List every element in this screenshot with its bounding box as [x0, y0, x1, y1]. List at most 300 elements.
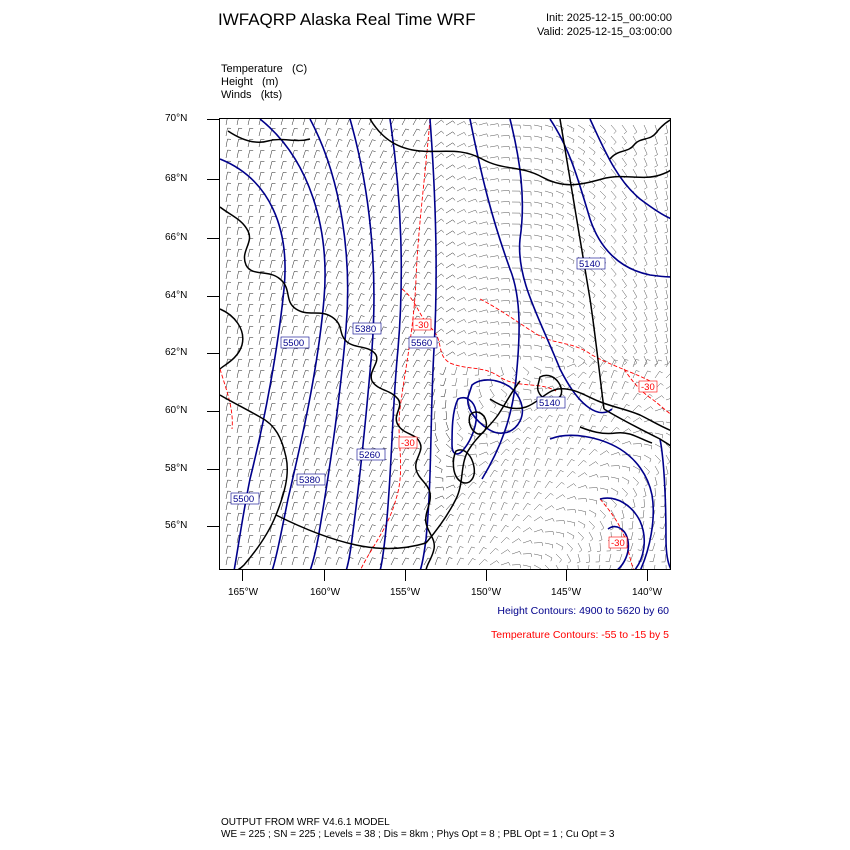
wind-barb-flag	[509, 322, 510, 325]
wind-barb-flag	[604, 307, 606, 310]
wind-barb-flag	[417, 547, 420, 548]
wind-barb	[556, 257, 563, 260]
wind-barb	[402, 151, 406, 158]
temperature-label	[639, 381, 657, 393]
wind-barb-flag	[406, 514, 409, 515]
wind-barb-flag	[634, 286, 637, 288]
wind-barb	[413, 393, 417, 400]
wind-barb	[248, 425, 250, 433]
wind-barb-flag	[383, 162, 386, 163]
wind-barb	[358, 437, 361, 444]
wind-barb	[347, 393, 350, 400]
wind-barb-flag	[563, 161, 564, 164]
wind-barb	[523, 389, 531, 390]
wind-barb-flag	[473, 558, 476, 560]
wind-barb	[292, 425, 294, 433]
wind-barb-flag	[428, 272, 431, 273]
wind-barb	[534, 378, 542, 379]
wind-barb	[545, 290, 553, 292]
wind-barb	[545, 356, 553, 358]
wind-barb-flag	[552, 138, 553, 142]
wind-barb-flag	[428, 294, 431, 295]
wind-barb	[413, 195, 417, 202]
wind-barb	[578, 565, 579, 570]
wind-barb	[303, 370, 306, 378]
wind-barb	[270, 392, 272, 400]
wind-barb	[644, 488, 646, 496]
wind-barb-flag	[317, 194, 320, 195]
wind-barb-flag	[476, 309, 478, 312]
wind-barb	[490, 245, 498, 246]
wind-barb	[424, 129, 428, 136]
wind-barb	[545, 532, 553, 533]
wind-barb	[336, 119, 339, 125]
wind-barb	[457, 352, 464, 356]
wind-barb	[270, 469, 272, 477]
wind-barb	[611, 488, 618, 492]
coastline	[469, 412, 486, 434]
wind-barb	[303, 359, 306, 367]
wind-barb	[468, 514, 471, 522]
wind-barb	[347, 382, 350, 389]
wind-barb	[611, 334, 616, 340]
coastline	[220, 395, 287, 570]
wind-barb-flag	[383, 327, 386, 328]
wind-barb	[380, 492, 383, 499]
wind-barb	[402, 316, 406, 323]
wind-barb	[490, 514, 493, 521]
wind-barb	[556, 334, 563, 337]
wind-barb-flag	[665, 188, 668, 189]
wind-barb-flag	[339, 129, 342, 130]
wind-barb	[358, 184, 361, 191]
wind-barb-flag	[361, 129, 364, 130]
wind-barb-flag	[428, 228, 431, 229]
wind-barb	[402, 514, 406, 521]
wind-barb-flag	[328, 129, 332, 130]
height-label	[297, 474, 325, 486]
wind-barb-flag	[615, 505, 617, 508]
wind-barb-flag	[487, 167, 488, 170]
wind-barb-flag	[328, 404, 332, 405]
wind-barb-flag	[564, 507, 566, 510]
wind-barb-flag	[563, 172, 564, 175]
wind-barb-flag	[395, 536, 398, 537]
wind-barb-flag	[339, 360, 342, 361]
wind-barb	[402, 195, 406, 202]
wind-barb	[226, 524, 228, 532]
wind-barb	[226, 425, 228, 433]
wind-barb	[303, 216, 306, 224]
wind-barb-flag	[406, 327, 409, 328]
wind-barb-flag	[670, 450, 672, 453]
wind-barb	[402, 470, 406, 477]
wind-barb-flag	[665, 474, 668, 475]
wind-barb	[248, 205, 250, 213]
wind-barb	[413, 448, 417, 455]
wind-barb	[556, 312, 563, 315]
wind-barb	[600, 532, 602, 540]
wind-barb-flag	[350, 470, 353, 471]
wind-barb-flag	[294, 392, 298, 393]
wind-barb-flag	[520, 345, 521, 349]
wind-barb	[479, 255, 487, 257]
wind-barb	[589, 191, 595, 196]
wind-barb-flag	[283, 150, 286, 151]
wind-barb-flag	[372, 426, 375, 427]
wind-barb-flag	[644, 352, 647, 354]
wind-barb	[226, 447, 228, 455]
wind-barb-flag	[498, 190, 499, 193]
wind-barb	[391, 217, 395, 224]
wind-barb-flag	[417, 195, 420, 196]
wind-barb-flag	[624, 198, 627, 200]
wind-barb-flag	[581, 415, 585, 416]
wind-barb	[380, 437, 383, 444]
wind-barb	[534, 191, 542, 193]
wind-barb	[622, 202, 627, 209]
wind-barb	[303, 161, 306, 169]
wind-barb-flag	[306, 326, 309, 327]
wind-barb-flag	[487, 211, 488, 214]
wind-barb	[380, 119, 383, 125]
wind-barb	[666, 235, 668, 243]
wind-barb	[391, 283, 395, 290]
wind-barb-flag	[453, 330, 455, 333]
wind-barb	[545, 268, 553, 270]
wind-barb	[622, 246, 627, 253]
wind-barb	[259, 458, 261, 466]
wind-barb	[523, 235, 531, 236]
wind-barb	[457, 143, 464, 147]
wind-barb	[281, 216, 283, 224]
wind-barb-flag	[406, 382, 409, 383]
wind-barb	[633, 213, 637, 220]
wind-barb	[622, 235, 627, 242]
wind-barb	[501, 550, 508, 554]
wind-barb-flag	[317, 458, 320, 459]
wind-barb	[391, 382, 395, 389]
wind-barb	[292, 326, 294, 334]
wind-barb-flag	[350, 415, 353, 416]
wind-barb-flag	[328, 217, 332, 218]
wind-barb-flag	[487, 156, 488, 159]
wind-barb-flag	[494, 405, 496, 408]
wind-barb-flag	[571, 448, 574, 449]
wind-barb-flag	[560, 560, 562, 563]
wind-barb-flag	[583, 305, 585, 308]
wind-barb-flag	[317, 370, 320, 371]
wind-barb-flag	[573, 316, 574, 319]
wind-barb	[567, 459, 572, 466]
wind-barb	[237, 381, 239, 389]
wind-barb-flag	[461, 503, 464, 505]
wind-barb-flag	[495, 460, 498, 462]
wind-barb	[237, 194, 239, 202]
wind-barb-flag	[306, 381, 309, 382]
wind-barb	[292, 359, 294, 367]
wind-barb-flag	[428, 393, 431, 394]
wind-barb	[413, 481, 417, 488]
wind-barb	[490, 441, 497, 444]
wind-barb-flag	[339, 151, 342, 152]
wind-barb-flag	[583, 217, 585, 220]
wind-barb	[336, 503, 339, 511]
wind-barb-flag	[449, 525, 452, 526]
wind-barb	[523, 323, 531, 324]
wind-barb-flag	[317, 183, 320, 184]
wind-barb	[325, 162, 328, 170]
wind-barb	[611, 466, 619, 467]
wind-barb-flag	[493, 514, 496, 515]
wind-barb-flag	[428, 360, 431, 361]
wind-barb	[479, 536, 483, 543]
height-label	[231, 493, 259, 505]
wind-barb-flag	[372, 140, 375, 141]
wind-barb-flag	[476, 254, 478, 257]
wind-barb-flag	[638, 539, 642, 540]
wind-barb-flag	[328, 349, 332, 350]
wind-barb-flag	[350, 371, 353, 372]
wind-barb	[567, 393, 571, 400]
wind-barb	[468, 210, 476, 213]
wind-barb-flag	[383, 437, 386, 438]
wind-barb-flag	[654, 298, 657, 300]
wind-barb	[292, 293, 294, 301]
wind-barb-flag	[487, 222, 488, 225]
wind-barb-flag	[417, 283, 420, 284]
wind-barb-flag	[453, 319, 455, 322]
wind-barb	[358, 316, 361, 323]
wind-barb	[270, 557, 272, 565]
wind-barb-flag	[317, 403, 320, 404]
wind-barb	[226, 216, 228, 224]
wind-barb-flag	[306, 359, 309, 360]
wind-barb-flag	[634, 319, 637, 321]
wind-barb-flag	[595, 449, 598, 451]
wind-barb	[413, 525, 417, 532]
wind-barb-flag	[509, 135, 510, 138]
wind-barb	[633, 360, 636, 368]
wind-barb-flag	[639, 470, 640, 473]
wind-barb-flag	[552, 182, 553, 186]
wind-barb	[501, 278, 509, 279]
wind-barb-flag	[417, 415, 420, 416]
wind-barb	[314, 524, 317, 532]
wind-barb	[424, 415, 428, 422]
wind-barb-flag	[596, 462, 598, 465]
wind-barb	[226, 535, 228, 543]
wind-barb-flag	[552, 149, 553, 153]
wind-barb	[270, 119, 272, 125]
wind-barb-flag	[595, 514, 596, 517]
wind-barb	[512, 448, 516, 455]
wind-barb	[248, 315, 250, 323]
wind-barb	[226, 348, 228, 356]
wind-barb	[446, 231, 453, 235]
wind-barb	[567, 521, 575, 523]
wind-barb-flag	[317, 227, 320, 228]
wind-barb	[468, 199, 476, 202]
wind-barb	[292, 227, 294, 235]
height-contour	[550, 435, 653, 570]
wind-barb-flag	[624, 319, 627, 321]
wind-barb	[391, 228, 395, 235]
wind-barb-flag	[487, 288, 488, 291]
wind-barb-flag	[461, 558, 464, 559]
wind-barb	[402, 261, 406, 268]
wind-barb-flag	[456, 419, 459, 421]
wind-barb	[501, 223, 509, 224]
wind-barb-flag	[604, 164, 606, 167]
wind-barb	[259, 447, 261, 455]
wind-barb	[347, 470, 350, 477]
wind-barb-flag	[361, 250, 364, 251]
wind-barb-flag	[294, 282, 298, 283]
wind-barb	[259, 227, 261, 235]
wind-barb	[633, 334, 637, 341]
wind-barb	[413, 228, 417, 235]
wind-barb-flag	[654, 166, 657, 168]
wind-barb	[666, 158, 668, 166]
wind-barb	[314, 513, 317, 521]
wind-barb-flag	[395, 217, 398, 218]
wind-barb-flag	[571, 549, 573, 552]
wind-barb	[358, 558, 361, 565]
wind-barb	[490, 223, 498, 224]
wind-barb	[281, 150, 283, 158]
wind-barb-flag	[428, 349, 431, 350]
wind-barb	[303, 293, 306, 301]
wind-barb-flag	[563, 249, 564, 252]
wind-barb	[391, 327, 395, 334]
wind-barb	[567, 404, 570, 411]
wind-barb-flag	[441, 142, 444, 145]
wind-barb	[292, 392, 294, 400]
wind-barb-flag	[604, 252, 606, 255]
wind-barb	[622, 301, 627, 308]
wind-barb	[303, 326, 306, 334]
wind-barb	[534, 459, 537, 467]
wind-barb-flag	[442, 505, 444, 508]
wind-barb	[292, 524, 294, 532]
model-info-line1: OUTPUT FROM WRF V4.6.1 MODEL	[221, 817, 390, 828]
wind-barb	[281, 370, 283, 378]
wind-barb-flag	[395, 206, 398, 207]
wind-barb	[391, 371, 395, 378]
wind-barb	[600, 290, 606, 296]
wind-barb-flag	[634, 352, 637, 354]
wind-barb-flag	[428, 261, 431, 262]
wind-barb	[589, 356, 595, 361]
wind-barb-flag	[317, 502, 320, 503]
wind-barb-flag	[441, 252, 444, 255]
wind-barb	[523, 399, 531, 400]
wind-barb-flag	[417, 316, 420, 317]
wind-barb-flag	[453, 176, 455, 179]
wind-barb-flag	[665, 166, 668, 167]
wind-barb	[336, 173, 339, 181]
wind-barb	[314, 119, 317, 125]
wind-barb-flag	[417, 140, 420, 141]
wind-barb	[336, 470, 339, 478]
wind-barb	[490, 367, 491, 375]
wind-barb	[622, 213, 627, 220]
wind-barb-flag	[520, 268, 521, 272]
wind-barb-flag	[476, 199, 478, 202]
wind-barb	[468, 221, 476, 224]
wind-barb	[490, 344, 498, 345]
wind-barb-flag	[509, 179, 510, 182]
wind-barb	[611, 382, 614, 390]
wind-barb	[413, 536, 417, 543]
wind-barb	[237, 238, 239, 246]
wind-barb	[303, 183, 306, 191]
wind-barb-flag	[573, 294, 574, 297]
wind-barb	[556, 224, 563, 227]
wind-barb-flag	[464, 253, 466, 256]
wind-barb	[644, 301, 647, 308]
wind-barb-flag	[372, 393, 375, 394]
wind-barb-flag	[604, 351, 606, 354]
wind-barb	[556, 482, 562, 488]
wind-barb-flag	[487, 244, 488, 247]
wind-barb	[424, 470, 428, 477]
wind-barb-flag	[464, 154, 466, 157]
wind-barb-flag	[383, 558, 386, 559]
wind-barb-flag	[498, 157, 499, 160]
wind-barb-flag	[570, 415, 573, 416]
wind-barb-flag	[339, 228, 342, 229]
wind-barb	[237, 557, 239, 565]
wind-barb-flag	[453, 308, 455, 311]
wind-barb-flag	[428, 206, 431, 207]
wind-barb-flag	[537, 470, 540, 471]
wind-barb	[413, 217, 417, 224]
wind-barb-flag	[548, 459, 551, 460]
wind-barb-flag	[614, 263, 616, 266]
wind-barb	[226, 150, 228, 158]
wind-barb	[501, 562, 509, 565]
wind-barb-flag	[361, 239, 364, 240]
wind-barb	[622, 169, 627, 176]
wind-barb-flag	[573, 272, 574, 275]
wind-barb-flag	[549, 415, 552, 417]
wind-barb	[237, 205, 239, 213]
wind-barb	[347, 217, 350, 224]
wind-barb	[644, 235, 647, 242]
wind-barb-flag	[443, 419, 446, 420]
wind-barb	[457, 231, 464, 235]
wind-barb	[292, 216, 294, 224]
wind-barb	[325, 228, 328, 236]
wind-barb	[479, 547, 484, 554]
wind-barb-flag	[528, 503, 531, 505]
wind-barb	[314, 249, 317, 257]
wind-barb-flag	[453, 220, 455, 223]
wind-barb-flag	[504, 470, 507, 471]
wind-barb	[468, 254, 476, 257]
wind-barb-flag	[487, 310, 488, 313]
wind-barb-flag	[441, 329, 444, 332]
wind-barb-flag	[573, 173, 574, 176]
wind-barb-flag	[634, 165, 637, 167]
wind-barb-flag	[361, 283, 364, 284]
wind-barb	[248, 119, 250, 125]
wind-barb	[435, 186, 441, 191]
wind-barb	[633, 257, 637, 264]
lat-tick	[207, 526, 219, 527]
